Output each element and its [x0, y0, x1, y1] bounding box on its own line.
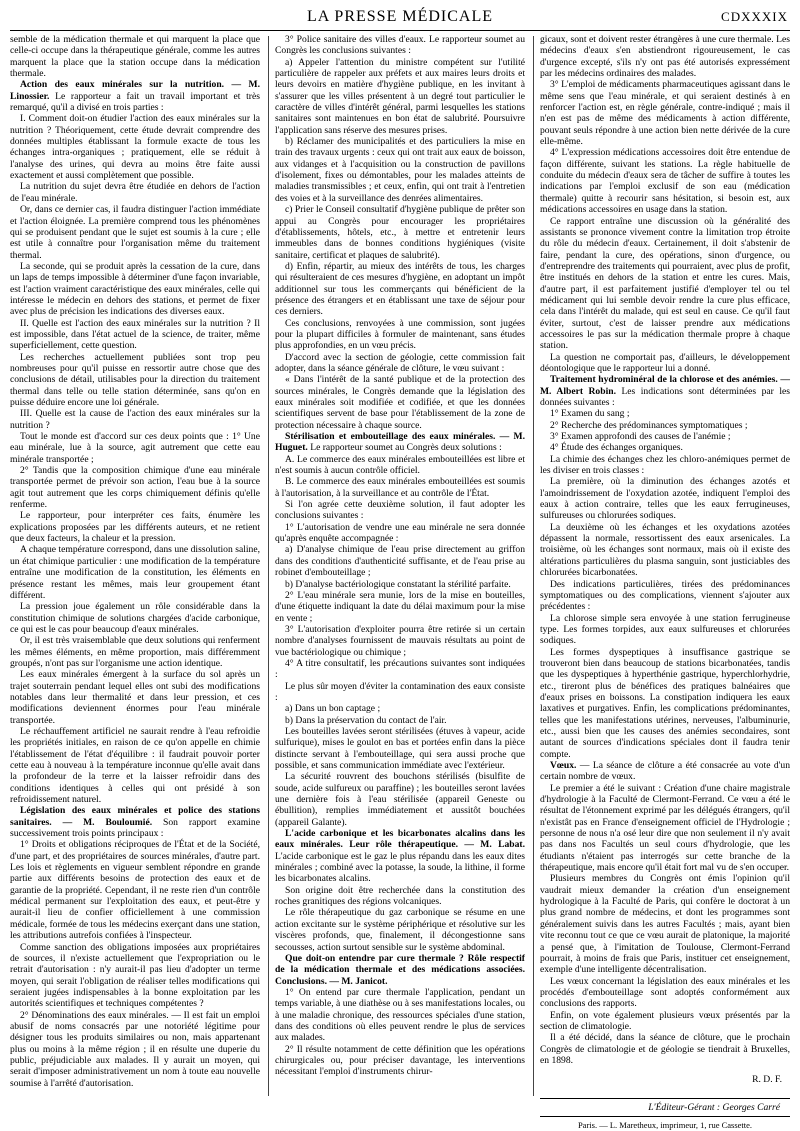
paragraph	[275, 57, 525, 136]
paragraph-text: Les recherches actuellement publiées sont trop peu nombreuses pour qu'il puisse en ressortir autre chose que des conclusions de détail, utilisables pour la direction du traitement thermal dans telle ou telle station déterminée, sans qu'on en puisse déduire encore une loi générale.	[10, 351, 260, 408]
paragraph	[275, 34, 525, 57]
paragraph-text: B. Le commerce des eaux minérales embouteillées est soumis à l'autorisation, à la surveillance et au contrôle de l'État.	[275, 476, 525, 499]
journal-title: LA PRESSE MÉDICALE	[306, 8, 493, 25]
paragraph-text: L'acide carbonique est le gaz le plus répandu dans les eaux dites minérales ; combiné avec la potasse, la soude, la lithine, il forme les bicarbonates alcalins.	[275, 850, 525, 885]
paragraph	[275, 771, 525, 828]
paragraph	[10, 669, 260, 726]
paragraph	[275, 987, 525, 1044]
paragraph-text: 3° L'emploi de médicaments pharmaceutiques agissant dans le même sens que l'eau minérale, et qui seraient destinés à en renforcer l'action est, en règle générale, contre-indiqué ; mais il n'en est pas de même des médicaments à action différente, pouvant seuls répondre à une action bien nette dérivée de la cure elle-même.	[540, 79, 790, 148]
page-header	[10, 6, 790, 31]
paragraph-text: b) Réclamer des municipalités et des particuliers la mise en train des travaux urgents : ceux qui ont trait aux eaux de boisson, aux vidanges et à l'acquisition ou la construction de pavillons d'isolement, fixes ou démontables, pour les malades atteints de maladies transmissibles ; et ceux, enfin, qui ont trait à l'entretien des voies et à la surveillance des denrées alimentaires.	[275, 136, 525, 204]
paragraph	[275, 907, 525, 952]
paragraph	[10, 544, 260, 601]
paragraph-text: a) D'analyse chimique de l'eau prise directement au griffon dans des conditions d'authenticité suffisante, et de l'eau prise au robinet d'embouteillage ;	[275, 544, 525, 579]
paragraph-text: D'accord avec la section de géologie, cette commission fait adopter, dans la séance générale de clôture, le vœu suivant :	[275, 351, 525, 374]
printer-line: Paris. — L. Maretheux, imprimeur, 1, rue Cassette.	[577, 1119, 753, 1130]
paragraph	[275, 476, 525, 499]
paragraph-text: 4° Étude des échanges organiques.	[550, 442, 683, 454]
section-heading: Que doit-on entendre par cure thermale ? Rôle respectif de la médication thermale et des médications associées. Conclusions. — M. Janicot.	[275, 952, 525, 987]
paragraph	[275, 544, 525, 578]
paragraph-text: Plusieurs membres du Congrès ont émis l'opinion qu'il vaudrait mieux demander la création d'un enseignement hydrologique à la Faculté de Paris, qui confère le doctorat à un plus grand nombre de médecins, et dont les programmes sont généralement suivis dans les autres Facultés ; mais, ayant bien vite reconnu tout ce que ce vœu aurait de platonique, la majorité a pensé que, à l'imitation de Toulouse, Clermont-Ferrand pourrait, à moins de frais que Paris, instituer cet enseignement, exemple d'une intelligente décentralisation.	[540, 873, 790, 976]
section-heading: Action des eaux minérales sur la nutrition. — M. Linossier.	[10, 79, 260, 102]
paragraph	[10, 431, 260, 465]
paragraph-text: Son origine doit être recherchée dans la constitution des roches granitiques des régions volcaniques.	[275, 884, 525, 908]
paragraph-text: La seconde, qui se produit après la cessation de la cure, dans un laps de temps impossible à déterminer d'une façon invariable, est l'action vraiment caractéristique des eaux minérales, celle qui intéresse le médecin en dehors des stations, et permet de fixer avec plus de précision les indications des diverses eaux.	[10, 260, 260, 318]
paragraph-text: 3° Examen approfondi des causes de l'anémie ;	[550, 431, 731, 443]
paragraph	[10, 726, 260, 805]
column-1	[10, 34, 260, 1098]
section-heading: Stérilisation et embouteillage des eaux minérales. — M. Huguet.	[275, 431, 525, 454]
paragraph-text: semble de la médication thermale et qui marquent la place que celle-ci occupe dans la thérapeutique générale, comme les autres marquent la place que la station occupe dans la médication thermale.	[10, 34, 260, 80]
paragraph	[540, 1010, 790, 1033]
paragraph	[10, 942, 260, 1010]
paragraph-text: 2° Dénominations des eaux minérales. — Il est fait un emploi abusif de noms consacrés par une notoriété légitime pour désigner tous les produits similaires ou non, mais appartenant plus ou moins à la même région ; il en résulte une duperie du public, préjudiciable aux malades. Il y aurait un moyen, qui serait d'imposer administrativement un nom à toute eau nouvelle soumise à l'arrêté d'autorisation.	[10, 1009, 260, 1089]
paragraph	[10, 181, 260, 204]
paragraph	[10, 1010, 260, 1089]
section-paragraph	[275, 953, 525, 987]
paragraph-text: Le rapporteur soumet au Congrès deux solutions :	[310, 442, 502, 454]
paragraph	[10, 261, 260, 318]
section-paragraph	[275, 828, 525, 885]
paragraph-text: Or, il est très vraisemblable que deux solutions qui renferment les mêmes éléments, en même proportion, mais différemment groupés, n'ont pas sur l'organisme une action identique.	[10, 635, 260, 669]
paragraph	[275, 715, 525, 726]
paragraph-text: La chlorose simple sera envoyée à une station ferrugineuse type. Les formes torpides, aux eaux sulfureuses et chlorurées sodiques.	[540, 612, 790, 647]
paragraph-text: 1° On entend par cure thermale l'application, pendant un temps variable, à une diathèse ou à ses manifestations locales, ou à une maladie chronique, des ressources spéciales d'une station, dans des conditions où elles peuvent rendre le plus de services aux malades.	[275, 986, 525, 1044]
paragraph	[275, 352, 525, 375]
paragraph	[10, 465, 260, 510]
paragraph	[10, 635, 260, 669]
paragraph-text: a) Dans un bon captage ;	[285, 703, 381, 715]
paragraph	[540, 522, 790, 579]
paragraph	[10, 204, 260, 261]
paragraph	[540, 1032, 790, 1066]
column-3-paragraphs	[540, 34, 790, 1066]
paragraph-text: 4° L'expression médications accessoires doit être entendue de façon différente, suivant les stations. La règle habituelle de conduite du médecin d'eaux sera de tâcher de suffire à toutes les indications par l'emploi exclusif de son eau (médication thermale) quitte à recourir sans hésitation, si besoin est, aux médications accessoires en usage dans la station.	[540, 147, 790, 216]
paragraph-text: La sécurité rouvrent des bouchons stérilisés (bisulfite de soude, acide sulfureux ou paraffine) ; les bouteilles seront lavées une dernière fois à l'eau stérilisée (appareil Geneste ou ébullition), remplies immédiatement et aussitôt bouchées (appareil Galante).	[275, 771, 525, 828]
section-paragraph	[540, 760, 790, 783]
paragraph-text: 3° Police sanitaire des villes d'eaux. Le rapporteur soumet au Congrès les conclusions suivantes :	[275, 34, 525, 57]
paragraph-text: Le plus sûr moyen d'éviter la contamination des eaux consiste :	[275, 680, 525, 703]
paragraph-text: « Dans l'intérêt de la santé publique et de la protection des sources minérales, le Congrès demande que la législation des eaux minérales soit modifiée et codifiée, et que les données scientifiques servent de base pour l'établissement de la zone de protection nécessaire à chaque source.	[275, 374, 525, 431]
paragraph	[540, 34, 790, 79]
paragraph-text: A. Le commerce des eaux minérales embouteillées est libre et n'est soumis à aucun contrôle officiel.	[275, 453, 525, 477]
paragraph-text: 4° A titre consultatif, les précautions suivantes sont indiquées :	[275, 657, 525, 681]
paragraph-text: Le réchauffement artificiel ne saurait rendre à l'eau refroidie les propriétés initiales, en raison de ce qu'on appelle en chimie l'établissement de l'état d'équilibre : il faudrait pouvoir porter cette eau à nouveau à la température inconnue qu'elle avait dans la profondeur de la terre et la laisser refroidir dans des conditions identiques à celles qui ont présidé à son refroidissement naturel.	[10, 725, 260, 806]
paragraph	[10, 510, 260, 544]
paragraph-text: 2° L'eau minérale sera munie, lors de la mise en bouteilles, d'une étiquette indiquant la date du délai maximum pour la mise en vente ;	[275, 589, 525, 624]
paragraph-text: d) Enfin, répartir, au mieux des intérêts de tous, les charges qui résulteraient de ces mesures d'hygiène, en adoptant un impôt additionnel sur tous les commerçants qui bénéficient de la présence des étrangers et en établissant une taxe de séjour pour ces derniers.	[275, 260, 525, 318]
paragraph	[10, 318, 260, 352]
paragraph	[275, 1044, 525, 1078]
paragraph-text: 1° L'autorisation de vendre une eau minérale ne sera donnée qu'après enquête accompagnée :	[275, 521, 525, 545]
paragraph	[540, 79, 790, 147]
paragraph-text: Des indications particulières, tirées des prédominances symptomatiques ou des complications, viennent s'ajouter aux précédentes :	[540, 578, 790, 613]
paragraph	[540, 476, 790, 521]
paragraph-text: Il a été décidé, dans la séance de clôture, que le prochain Congrès de climatologie et de géologie se tiendrait à Bruxelles, en 1898.	[540, 1032, 790, 1066]
paragraph-text: 2° Recherche des prédominances symptomatiques ;	[550, 419, 748, 431]
paragraph	[275, 318, 525, 352]
paragraph-text: La nutrition du sujet devra être étudiée en dehors de l'action de l'eau minérale.	[10, 181, 260, 204]
paragraph	[275, 579, 525, 590]
column-3	[540, 34, 791, 1130]
page-number: CDXXXIX	[721, 9, 788, 24]
section-paragraph	[540, 374, 790, 408]
paragraph	[540, 408, 790, 419]
paragraph-text: Le rapporteur, pour interpréter ces faits, énumère les explications proposées par les différents auteurs, et ne retient que deux facteurs, la chaleur et la pression.	[10, 510, 260, 545]
signature: R. D. F.	[752, 1074, 782, 1086]
paragraph-text: A chaque température correspond, dans une dissolution saline, un état chimique particulier : une modification de la température entraîne une modification de la constitution, les éléments en présence restant les mêmes, mais leur groupement étant différent.	[10, 544, 260, 601]
paragraph	[10, 839, 260, 941]
paragraph	[540, 579, 790, 613]
paragraph-text: III. Quelle est la cause de l'action des eaux minérales sur la nutrition ?	[10, 408, 260, 431]
paragraph-text: Les formes dyspeptiques à insuffisance gastrique se trouveront bien dans beaucoup de stations bicarbonatées, tandis que les dyspeptiques à hyperthénie gastrique, hyperchlorhydrie, etc., tireront plus de bénéfices des pratiques balnéaires que d'eaux prises en boissons. La constipation indiquera les eaux laxatives et purgatives. Enfin, les complications prédominantes, telles que les manifestations utérines, nerveuses, l'albuminurie, etc., aussi bien que les causes des anémies secondaires, sont autant de sources d'indications spéciales dont il faudra tenir compte.	[540, 646, 790, 760]
paragraph	[10, 352, 260, 409]
paragraph-text: Si l'on agrée cette deuxième solution, il faut adopter les conclusions suivantes :	[275, 499, 525, 522]
paragraph-text: 1° Examen du sang ;	[550, 408, 630, 420]
paragraph-text: b) Dans la préservation du contact de l'air.	[285, 714, 447, 726]
paragraph-text: c) Prier le Conseil consultatif d'hygiène publique de prêter son appui au Congrès pour encourager les propriétaires d'établissements, hôtels, etc., à mettre et entretenir leurs immeubles dans de bonnes conditions hygiéniques (visite sanitaire, certificat et plaques de salubrité).	[275, 204, 525, 261]
paragraph	[275, 522, 525, 545]
article-body	[10, 34, 791, 1130]
paragraph-text: a) Appeler l'attention du ministre compétent sur l'utilité particulière de rappeler aux préfets et aux maires leurs droits et leurs devoirs en matière d'hygiène publique, en les invitant à s'assurer que les villes présentent à un degré tout particulier le caractère de villes d'intérêt général, parmi lesquelles les stations sanitaires sont maintenues en bon état de salubrité. Poursuivre l'application sans réserve des mesures prises.	[275, 56, 525, 136]
editor-manager: L'Éditeur-Gérant : Georges Carré	[648, 1101, 780, 1113]
paragraph-text: 1° Droits et obligations réciproques de l'État et de la Société, d'une part, et des propriétaires de sources minérales, d'autre part. Les lois et règlements en vigueur semblent répondre en grande partie aux différents besoins de protection des eaux et de garantie de la propriété. Cependant, il ne reste rien d'un contrôle médical permanent sur l'exploitation des eaux, et peut-être y aurait-il lieu de confier officiellement à une commission médicale, formée de tous les médecins exerçant dans une station, les attributions autrefois confiées à l'inspecteur.	[10, 839, 260, 942]
paragraph-text: Les vœux concernant la législation des eaux minérales et les procédés d'embouteillage sont adoptés conformément aux conclusions des rapports.	[540, 975, 790, 1010]
paragraph-text: La pression joue également un rôle considérable dans la constitution chimique de solutions chargées d'acide carbonique, ce qui est le cas pour beaucoup d'eaux minérales.	[10, 601, 260, 635]
section-paragraph	[275, 431, 525, 454]
paragraph-text: Les eaux minérales émergent à la surface du sol après un trajet souterrain pendant lequel elles ont subi des modifications notables dans leur thermalité et dans leur pression, et ces modifications deviennent énormes pour l'eau minérale transportée.	[10, 669, 260, 726]
paragraph	[10, 601, 260, 635]
paragraph	[540, 420, 790, 431]
paragraph-text: Ces conclusions, renvoyées à une commission, sont jugées pour la plupart difficiles à formuler de maintenant, sans études plus approfondies, en un vœu précis.	[275, 317, 525, 352]
paragraph	[275, 204, 525, 261]
paragraph	[540, 783, 790, 874]
paragraph	[540, 216, 790, 352]
section-paragraph	[10, 805, 260, 839]
paragraph-text: Les indications sont déterminées par les données suivantes :	[540, 385, 790, 408]
paragraph-text: I. Comment doit-on étudier l'action des eaux minérales sur la nutrition ? Théoriquement, cette étude devrait comprendre des données multiples établissant la formule exacte de tous les échanges intra-organiques ; pratiquement, elle se réduit à l'analyse des urines, qui devra au moins être faite aussi exactement et aussi complètement que possible.	[10, 113, 260, 182]
paragraph-text: La première, où la diminution des échanges azotés et l'amoindrissement de l'oxydation azotée, indiquent l'emploi des eaux à action contraire, telles que les eaux ferrugineuses, sulfureuses ou chlorurées sodiques.	[540, 476, 790, 522]
section-heading: L'acide carbonique et les bicarbonates alcalins dans les eaux minérales. Leur rôle thérapeutique. — M. Labat.	[275, 828, 525, 851]
column-2	[275, 34, 525, 1098]
paragraph	[275, 374, 525, 431]
paragraph-text: Le premier a été le suivant : Création d'une chaire magistrale d'hydrologie à la Faculté de Clermont-Ferrand. Ce vœu a été le résultat de l'étonnement exprimé par les délégués étrangers, qu'il n'existât pas en France d'enseignement officiel de l'Hydrologie ; personne de nous n'a osé leur dire que non seulement il n'y avait pas dans nos Facultés un seul cours d'hydrologie, que les étudiants n'étaient pas interrogés sur cette branche de la thérapeutique, mais encore qu'il était fort mal vu de s'en occuper.	[540, 782, 790, 874]
paragraph-text: 2° Il résulte notamment de cette définition que les opérations chirurgicales ou, pour préciser davantage, les interventions nécessitant l'emploi d'instruments chirur-	[275, 1043, 525, 1078]
section-heading: Traitement hydrominéral de la chlorose et des anémies. — M. Albert Robin.	[540, 374, 790, 397]
paragraph	[275, 624, 525, 658]
paragraph	[540, 873, 790, 975]
paragraph-text: — La séance de clôture a été consacrée au vote d'un certain nombre de vœux.	[540, 760, 790, 783]
paragraph	[275, 136, 525, 204]
paragraph-text: La deuxième où les échanges et les oxydations azotées dépassent la normale, ressortissent des eaux arsenicales. La troisième, où les échanges sont normaux, mais où il existe des altérations particulières du plasma sanguin, sont justiciables des chlorurées bicarbonatées.	[540, 521, 790, 579]
paragraph-text: Comme sanction des obligations imposées aux propriétaires de sources, il n'existe actuellement que l'expropriation ou le retrait d'autorisation : n'y aurait-il pas lieu d'adopter un terme moyen, qui serait l'obligation de réaliser telles modifications qui seraient jugées indispensables à la bonne exploitation par les autorités scientifiques et techniques compétentes ?	[10, 941, 260, 1010]
paragraph	[540, 431, 790, 442]
footer-rule	[540, 1098, 790, 1099]
paragraph-text: Son rapport examine successivement trois points principaux :	[10, 816, 260, 840]
paragraph-text: Tout le monde est d'accord sur ces deux points que : 1° Une eau minérale, lue à la source, agit autrement que cette eau minérale transportée ;	[10, 431, 260, 465]
paragraph	[540, 613, 790, 647]
paragraph-text: 2° Tandis que la composition chimique d'une eau minérale transportée permet de prévoir son action, l'eau bue à la source agit tout autrement que les corps chimiquement définis qu'elle renferme.	[10, 465, 260, 511]
paragraph	[275, 658, 525, 681]
paragraph-text: gicaux, sont et doivent rester étrangères à une cure thermale. Les médecins d'eaux s'en abstiendront rigoureusement, le cas d'urgence excepté, s'ils n'y ont pas été autorisés expressément par les médecins ordinaires des malades.	[540, 34, 790, 80]
paragraph	[540, 647, 790, 760]
paragraph-text: Enfin, on vote également plusieurs vœux présentés par la section de climatologie.	[540, 1009, 790, 1032]
paragraph	[275, 261, 525, 318]
paragraph-text: Le rapporteur a fait un travail important et très remarqué, qu'il a divisé en trois parties :	[10, 90, 260, 114]
paragraph-text: 3° L'autorisation d'exploiter pourra être retirée si un certain nombre d'analyses fournissent de mauvais résultats au point de vue bactériologique ou chimique ;	[275, 623, 525, 658]
paragraph-text: Or, dans ce dernier cas, il faudra distinguer l'action immédiate et l'action éloignée. La première comprend tous les phénomènes qui se produisent pendant que le sujet est soumis à la cure ; elle est utile à connaître pour l'organisation même du traitement thermal.	[10, 204, 260, 261]
paragraph-text: b) D'analyse bactériologique constatant la stérilité parfaite.	[285, 578, 511, 590]
paragraph	[275, 590, 525, 624]
paragraph	[275, 703, 525, 714]
paragraph-text: Le rôle thérapeutique du gaz carbonique se résume en une action excitante sur le système périphérique et résolutive sur les viscères profonds, que, finalement, il décongestionne sans secousses, action surtout sensible sur le système abdominal.	[275, 907, 525, 953]
paragraph	[540, 147, 790, 215]
paragraph-text: II. Quelle est l'action des eaux minérales sur la nutrition ? Il est impossible, dans l'état actuel de la science, de traiter, même superficiellement, cette question.	[10, 317, 260, 352]
paragraph	[540, 976, 790, 1010]
section-paragraph	[10, 79, 260, 113]
paragraph	[275, 681, 525, 704]
paragraph	[10, 408, 260, 431]
paragraph	[540, 352, 790, 375]
paragraph	[10, 34, 260, 79]
paragraph-text: Les bouteilles lavées seront stérilisées (étuves à vapeur, acide sulfurique), mises le goulot en bas et portées enfin dans la pièce distincte servant à l'embouteillage, qui sera aussi proche que possible, et sans communication immédiate avec l'extérieur.	[275, 725, 525, 771]
paragraph	[275, 726, 525, 771]
paragraph	[275, 885, 525, 908]
paragraph	[275, 454, 525, 477]
section-heading: Législation des eaux minérales et police des stations sanitaires. — M. Bouloumié.	[10, 805, 260, 828]
paragraph	[275, 499, 525, 522]
paragraph	[10, 113, 260, 181]
paragraph	[540, 454, 790, 477]
paragraph-text: La question ne comportait pas, d'ailleurs, le développement déontologique que le rapporteur lui a donné.	[540, 351, 790, 374]
paragraph	[540, 442, 790, 453]
section-heading: Vœux.	[550, 760, 577, 771]
footer-rule	[540, 1116, 790, 1117]
paragraph-text: Ce rapport entraîne une discussion où la généralité des assistants se prononce vivement contre la limitation trop étroite du rôle du médecin d'eaux. Certainement, il doit s'abstenir de faire, pendant la cure, des opérations, sinon d'urgence, ou d'entreprendre des traitements qui pourraient, avec plus de profit, être institués en dehors de la station et entre les cures. Mais, d'autre part, il est parfaitement justifié d'employer tel ou tel médicament qui lui semble devoir rendre la cure plus efficace, cela dans l'intérêt du malade, qui est seul en cause. Ce qu'il faut éviter, surtout, c'est de laisser prendre aux médications accessoires le pas sur la médication thermale propre à chaque station.	[540, 215, 791, 352]
paragraph-text: La chimie des échanges chez les chloro-anémiques permet de les diviser en trois classes :	[540, 453, 790, 477]
